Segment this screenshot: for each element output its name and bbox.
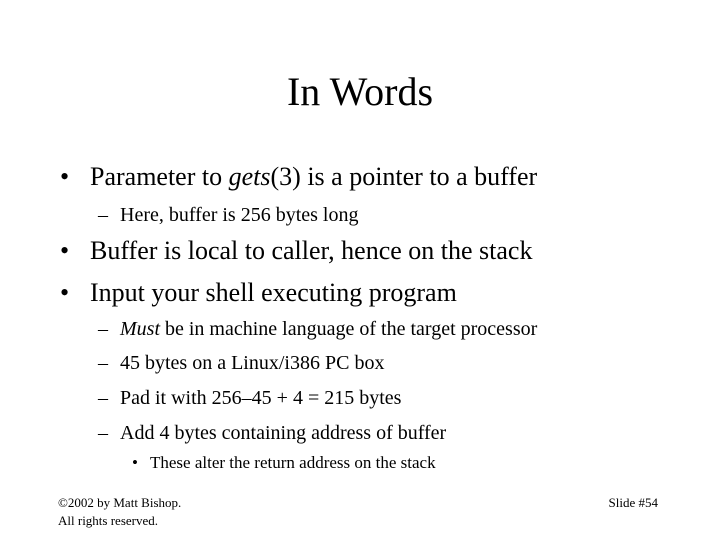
bullet-text: Buffer is local to caller, hence on the stack	[90, 236, 533, 265]
dash-marker: –	[98, 318, 108, 340]
bullet-marker: •	[60, 278, 70, 307]
sub-bullet-emphasis: Must	[120, 318, 160, 340]
sub-bullet-text-suffix: be in machine language of the target processor	[160, 318, 538, 340]
footer-rights: All rights reserved.	[58, 513, 159, 528]
dash-marker: –	[98, 422, 108, 444]
bullet-text-emphasis: gets	[228, 162, 271, 191]
slide-number: Slide #54	[608, 495, 658, 510]
sub-bullet-text: Add 4 bytes containing address of buffer	[120, 422, 447, 444]
bullet-text: Input your shell executing program	[90, 278, 457, 307]
sub-sub-bullet-text: These alter the return address on the stack	[150, 453, 436, 472]
bullet-marker: •	[60, 162, 70, 191]
bullet-text-prefix: Parameter to	[90, 162, 229, 191]
bullet-text-suffix: (3) is a pointer to a buffer	[270, 162, 538, 191]
slide-title: In Words	[286, 69, 434, 114]
sub-bullet-text: Here, buffer is 256 bytes long	[120, 204, 359, 226]
bullet-marker: •	[132, 453, 138, 472]
dash-marker: –	[98, 352, 108, 374]
footer-copyright: ©2002 by Matt Bishop.	[58, 495, 182, 510]
bullet-marker: •	[60, 236, 70, 265]
dash-marker: –	[98, 387, 108, 409]
bullet-text	[90, 161, 537, 193]
sub-bullet-text: 45 bytes on a Linux/i386 PC box	[120, 352, 385, 374]
sub-bullet-text: Pad it with 256–45 + 4 = 215 bytes	[120, 387, 402, 409]
sub-bullet-text	[120, 316, 537, 342]
dash-marker: –	[98, 204, 108, 226]
